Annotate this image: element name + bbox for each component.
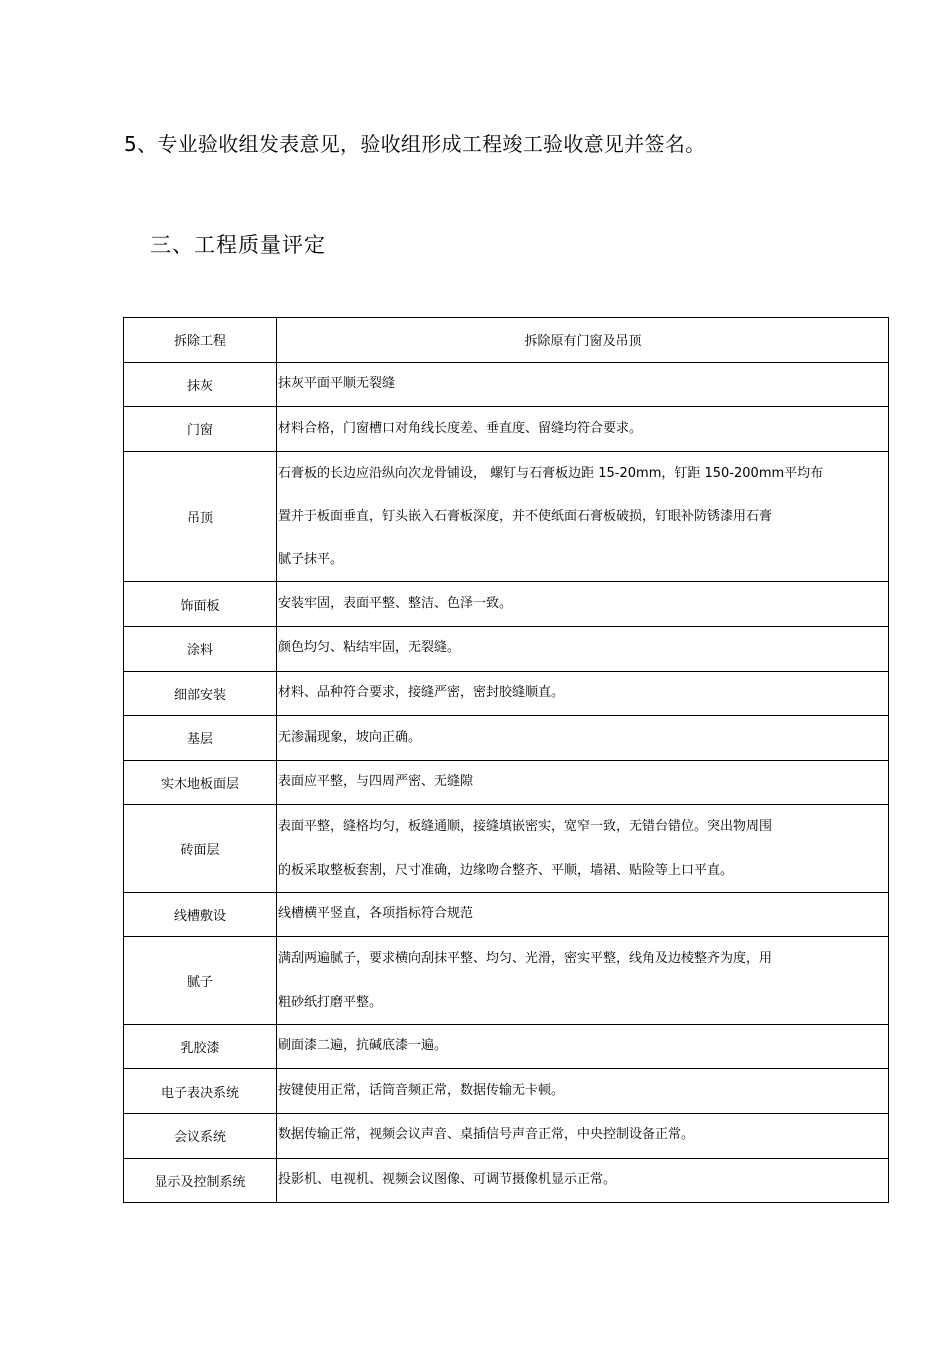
requirement-line: 无渗漏现象，坡向正确。 [278, 729, 422, 745]
requirement-line: 材料合格，门窗槽口对角线长度差、垂直度、留缝均符合要求。 [278, 420, 643, 436]
item-name-cell: 砖面层 [124, 805, 277, 892]
item-requirement-cell [277, 362, 889, 407]
item-name-cell: 细部安装 [124, 671, 277, 716]
item-requirement-cell [277, 1069, 889, 1114]
requirement-line: 颜色均匀、粘结牢固，无裂缝。 [278, 640, 461, 656]
item-requirement-cell [277, 937, 889, 1024]
requirement-line: 石膏板的长边应沿纵向次龙骨铺设， 螺钉与石膏板边距 15-20mm，钉距 150-200mm平均布 [278, 465, 824, 481]
item-name-cell: 腻子 [124, 937, 277, 1024]
item-requirement-cell [277, 582, 889, 627]
item-requirement-cell [277, 451, 889, 582]
table-row [124, 892, 889, 937]
item-name-cell: 饰面板 [124, 582, 277, 627]
item-name-cell: 吊顶 [124, 451, 277, 582]
requirement-line: 满刮两遍腻子，要求横向刮抹平整、均匀、光滑，密实平整，线角及边棱整齐为度，用 [278, 951, 773, 967]
requirement-line: 表面平整，缝格均匀，板缝通顺，接缝填嵌密实，宽窄一致，无错台错位。突出物周围 [278, 819, 773, 835]
item-requirement-cell [277, 407, 889, 452]
table-row [124, 1069, 889, 1114]
requirement-line: 置并于板面垂直，钉头嵌入石膏板深度，并不使纸面石膏板破损，钉眼补防锈漆用石膏 [278, 508, 773, 524]
acceptance-step-5: 5、专业验收组发表意见，验收组形成工程竣工验收意见并签名。 [124, 132, 706, 156]
requirement-line: 的板采取整板套割，尺寸准确，边缘吻合整齐、平顺，墙裙、贴险等上口平直。 [278, 862, 734, 878]
item-name-cell: 显示及控制系统 [124, 1158, 277, 1203]
table-row [124, 582, 889, 627]
item-requirement-cell [277, 626, 889, 671]
table-row [124, 805, 889, 892]
table-header-row [124, 318, 889, 363]
table-row [124, 451, 889, 582]
item-name-cell: 乳胶漆 [124, 1024, 277, 1069]
section-title: 三、工程质量评定 [150, 233, 326, 257]
table-row [124, 626, 889, 671]
requirement-line: 线槽横平竖直，各项指标符合规范 [278, 906, 474, 922]
item-name-cell: 线槽敷设 [124, 892, 277, 937]
requirement-line: 抹灰平面平顺无裂缝 [278, 376, 396, 392]
table-row [124, 671, 889, 716]
requirement-line: 材料、品种符合要求，接缝严密，密封胶缝顺直。 [278, 685, 565, 701]
item-requirement-cell [277, 892, 889, 937]
item-requirement-cell [277, 671, 889, 716]
item-name-cell: 会议系统 [124, 1113, 277, 1158]
requirement-line: 粗砂纸打磨平整。 [278, 994, 383, 1010]
table-row [124, 1158, 889, 1203]
table-row [124, 937, 889, 1024]
requirement-line: 投影机、电视机、视频会议图像、可调节摄像机显示正常。 [278, 1172, 617, 1188]
quality-evaluation-table [123, 317, 889, 1203]
item-requirement-cell [277, 716, 889, 761]
item-requirement-cell [277, 805, 889, 892]
requirement-line: 腻子抹平。 [278, 552, 344, 568]
requirement-line: 按键使用正常，话筒音频正常，数据传输无卡顿。 [278, 1082, 565, 1098]
item-requirement-cell [277, 1113, 889, 1158]
table-row [124, 362, 889, 407]
item-requirement-cell [277, 1024, 889, 1069]
requirement-line: 数据传输正常，视频会议声音、桌插信号声音正常，中央控制设备正常。 [278, 1127, 695, 1143]
item-name-cell: 实木地板面层 [124, 760, 277, 805]
item-name-cell: 电子表决系统 [124, 1069, 277, 1114]
header-name-cell: 拆除工程 [124, 318, 277, 363]
table-row [124, 1113, 889, 1158]
table-row [124, 716, 889, 761]
item-name-cell: 门窗 [124, 407, 277, 452]
item-name-cell: 涂料 [124, 626, 277, 671]
item-name-cell: 基层 [124, 716, 277, 761]
table-row [124, 760, 889, 805]
item-requirement-cell [277, 760, 889, 805]
table-row [124, 407, 889, 452]
item-requirement-cell [277, 1158, 889, 1203]
table-row [124, 1024, 889, 1069]
header-desc-cell: 拆除原有门窗及吊顶 [277, 318, 889, 363]
item-name-cell: 抹灰 [124, 362, 277, 407]
requirement-line: 表面应平整，与四周严密、无缝隙 [278, 774, 474, 790]
requirement-line: 刷面漆二遍，抗碱底漆一遍。 [278, 1038, 448, 1054]
requirement-line: 安装牢固，表面平整、整洁、色泽一致。 [278, 595, 513, 611]
